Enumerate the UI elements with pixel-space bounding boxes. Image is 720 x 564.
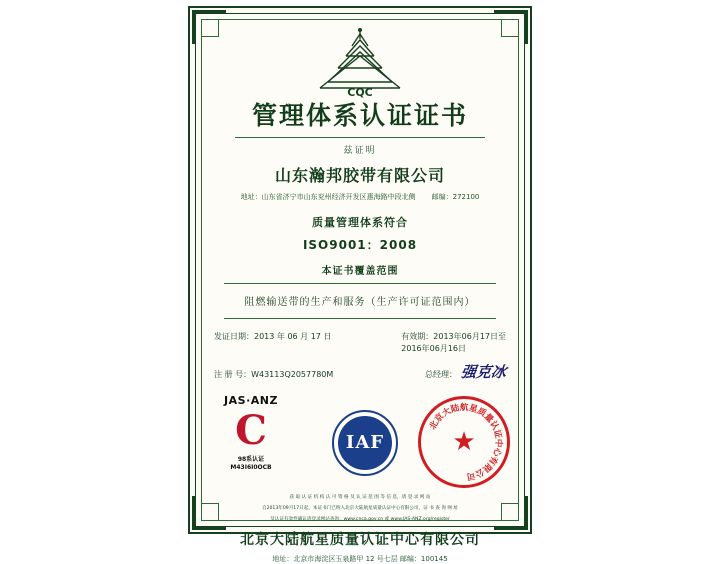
signature-block xyxy=(424,362,508,381)
scope-label: 本证书覆盖范围 xyxy=(321,265,399,277)
cqc-tower-logo-icon xyxy=(312,26,408,98)
svg-text:CQC: CQC xyxy=(347,86,373,98)
registration-row xyxy=(208,362,512,381)
accreditation-marks-row xyxy=(208,394,512,490)
standard-name: ISO9001：2008 xyxy=(302,237,418,252)
issue-date-label: 发证日期： xyxy=(214,331,254,341)
issuer-address: 地址：北京市海淀区玉泉路甲 12 号七层 邮编：100145 xyxy=(272,554,448,563)
fineprint-line-1: 获 取 认 证 机 构 认 可 资 格 及 认 证 范 围 等 信 息，请 登 录 网 站 xyxy=(289,494,431,500)
scope-text: 阻燃输送带的生产和服务（生产许可证范围内） xyxy=(244,296,476,308)
conformity-label: 质量管理体系符合 xyxy=(312,215,408,229)
certificate-content xyxy=(208,24,512,563)
company-name: 山东瀚邦胶带有限公司 xyxy=(274,165,445,185)
validity-from: 2013年06月17日至 xyxy=(433,331,506,341)
dates-row xyxy=(208,331,512,355)
validity-label: 有效期： xyxy=(401,331,434,341)
jasanz-c-mark-icon xyxy=(229,406,273,454)
title-divider xyxy=(235,137,485,138)
jasanz-code: M43I6I0OCB xyxy=(230,463,272,471)
jasanz-label: JAS·ANZ xyxy=(224,393,278,407)
registration-number-label: 注 册 号： xyxy=(214,369,252,379)
company-address: 地址：山东省济宁市山东兖州经济开发区惠海路中段北侧 xyxy=(240,192,416,201)
iaf-label: IAF xyxy=(345,432,385,453)
signature-mark: 强克冰 xyxy=(459,362,508,381)
scope-divider-bottom xyxy=(224,318,496,319)
validity-block xyxy=(401,331,506,355)
iaf-inner-disc xyxy=(338,416,392,470)
red-round-seal-icon xyxy=(418,396,510,488)
fineprint-line-2: 自2013年09月17日起，本证书门已纳入北京大陆航星质量认证中心有限公司，证 书 查 询 网 址 xyxy=(261,505,459,511)
jasanz-c-glyph: C xyxy=(235,406,267,454)
address-row xyxy=(208,192,512,202)
iaf-mark-icon xyxy=(332,410,398,476)
jasanz-sub-label: 98系认证 xyxy=(237,455,265,463)
svg-text:北京大陆航星质量认证中心有限公司: 北京大陆航星质量认证中心有限公司 xyxy=(427,402,504,481)
issuer-name: 北京大陆航星质量认证中心有限公司 xyxy=(240,531,480,548)
issue-date-block xyxy=(214,331,331,342)
scope-divider-top xyxy=(224,283,496,284)
validity-to: 2016年06月16日 xyxy=(401,343,466,353)
seal-star-icon: ★ xyxy=(452,426,476,457)
issue-date-value: 2013 年 06 月 17 日 xyxy=(254,331,332,341)
jasanz-mark xyxy=(214,394,288,471)
registration-number-value: W43113Q2057780M xyxy=(251,369,334,379)
certificate-subtitle: 兹证明 xyxy=(343,145,377,156)
logo-container xyxy=(208,24,512,100)
company-postcode: 邮编：272100 xyxy=(431,192,480,201)
signer-label: 总经理： xyxy=(424,369,457,379)
registration-number-block xyxy=(214,369,333,380)
certificate-title: 管理体系认证证书 xyxy=(251,101,468,130)
fineprint-line-3: 及认证有效性确认请登录网站查询：www.cnca.gov.cn 或 www.JAS-ANZ.org/register xyxy=(270,516,450,522)
certificate-sheet xyxy=(188,6,532,563)
